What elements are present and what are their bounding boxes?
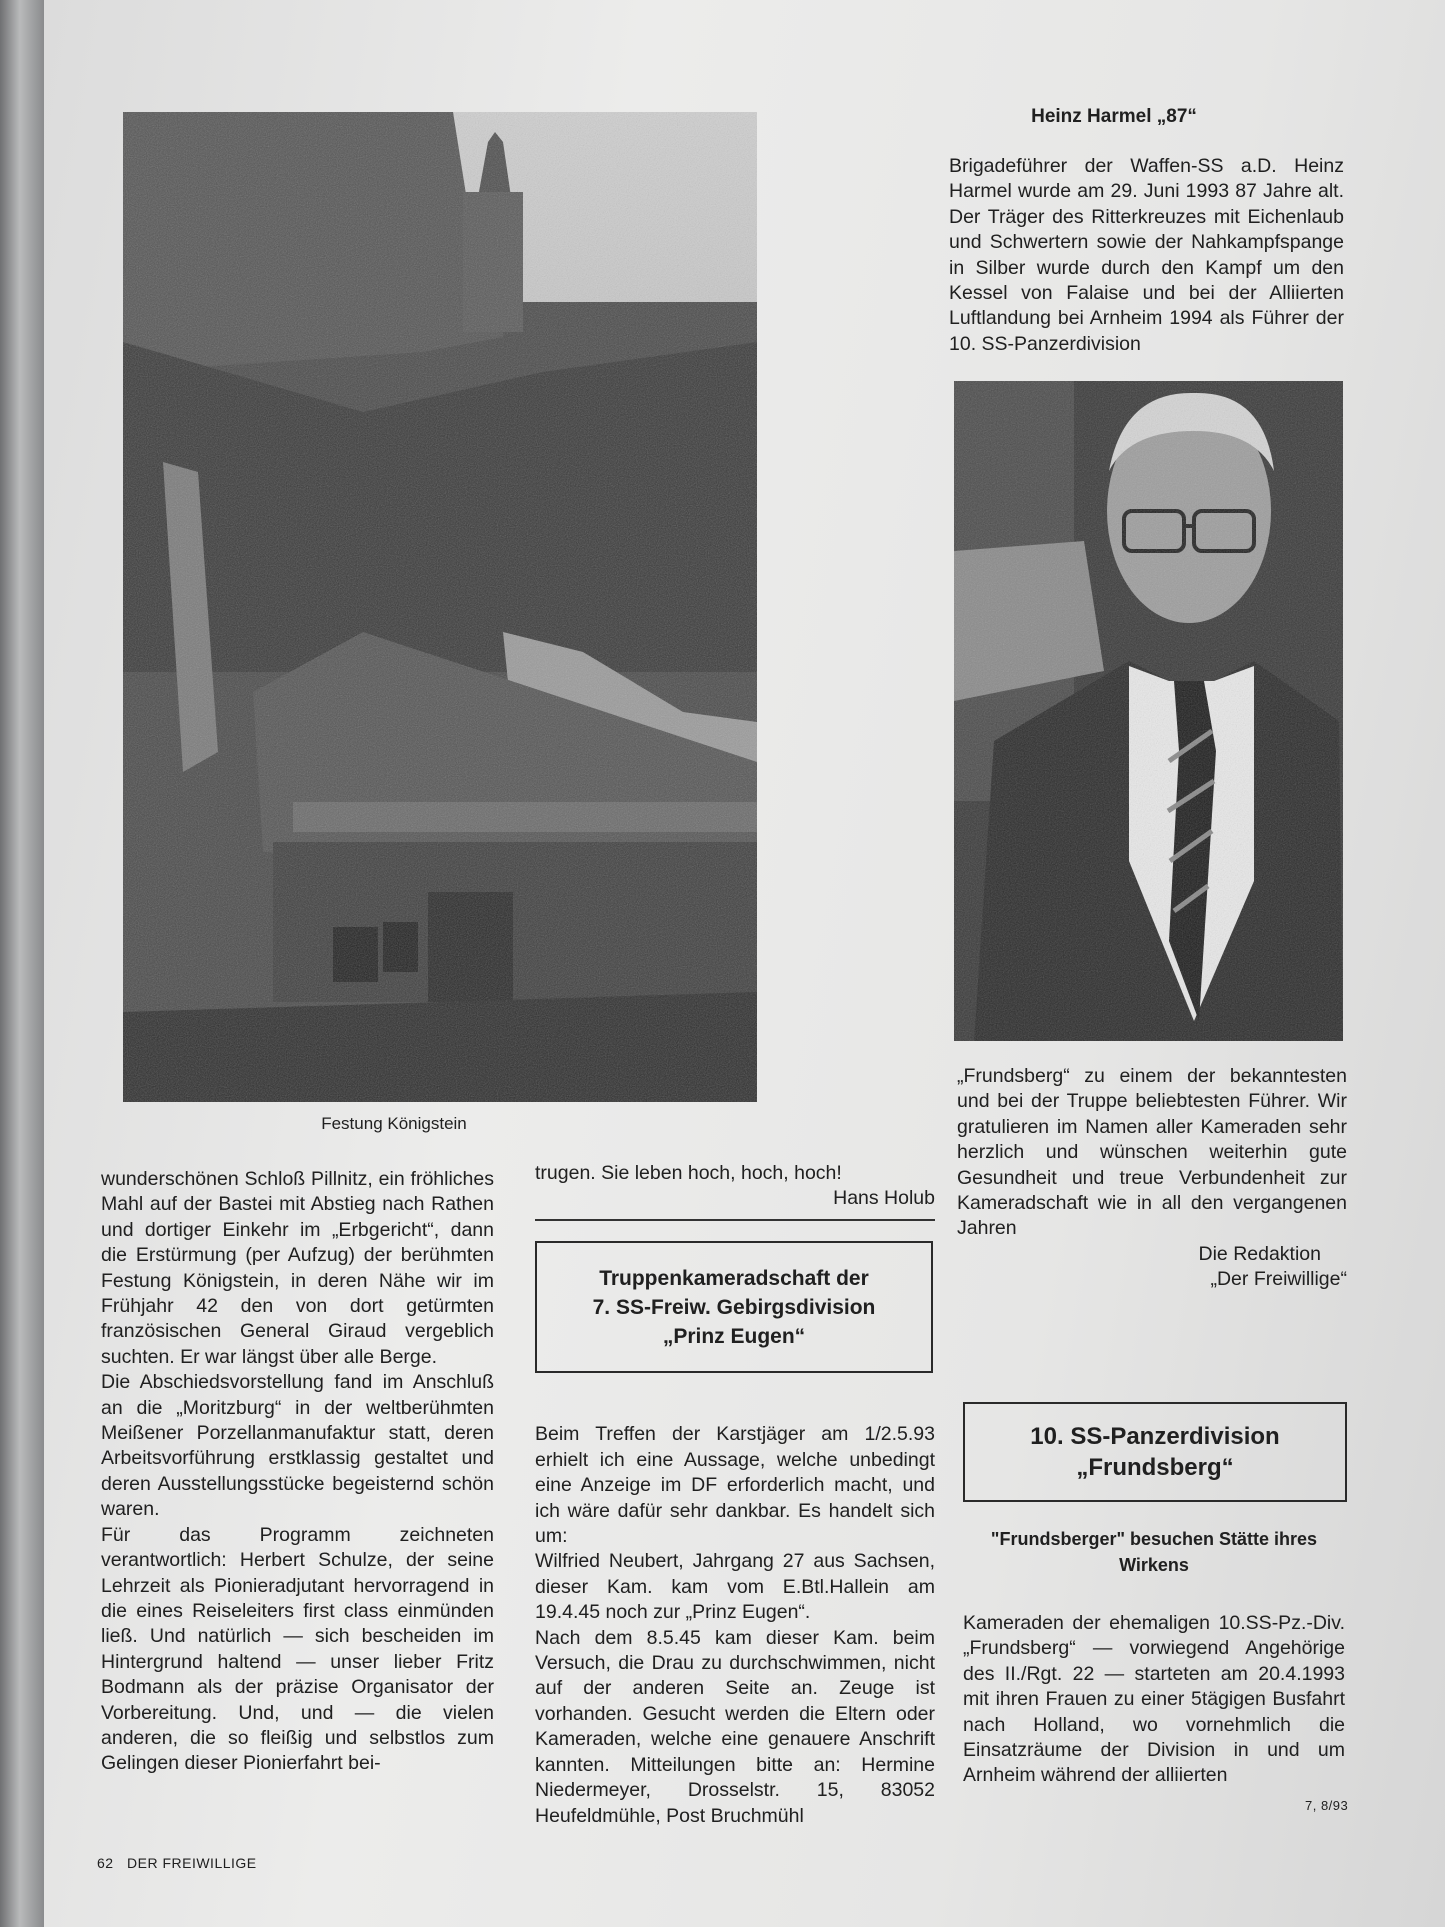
column-right-intro [949,154,1344,357]
magazine-page [44,0,1445,1927]
castle-photo-image [123,112,757,1102]
footer-page-number: 62 [97,1855,114,1871]
binder-edge [0,0,44,1927]
footer-magazine-name: DER FREIWILLIGE [127,1855,257,1871]
harmel-title: Heinz Harmel „87“ [1031,106,1197,127]
left-paragraph-1: wunderschönen Schloß Pillnitz, ein fröhliches Mahl auf der Bastei mit Abstieg nach Rathen und dortiger Einkehr im „Erbgericht“, dann die Erstürmung (per Aufzug) der berühmten Festung Königstein, in deren Nähe wir im Frühjahr 42 den von dort getürmten französischen General Giraud vergeblich suchten. Er war längst über alle Berge. [101,1168,494,1368]
harmel-intro: Brigadeführer der Waffen-SS a.D. Heinz Harmel wurde am 29. Juni 1993 87 Jahre alt. Der Träger des Ritterkreuzes mit Eichenlaub und Schwertern sowie der Nahkampfspange in Silber wurde durch den Kampf um den Kessel von Falaise und bei der Alliierten Luftlandung bei Arnheim 1994 als Führer der 10. SS-Panzerdivision [949,155,1344,355]
harmel-portrait [954,381,1343,1041]
column-middle-body [535,1397,935,1854]
column-left [101,1167,494,1777]
column-right-body [963,1611,1345,1789]
frundsberg-body: Kameraden der ehemaligen 10.SS-Pz.-Div. „Frundsberg“ — vorwiegend Angehörige des II./Rgt. 22 — starteten am 20.4.1993 mit ihren Frauen zu einer 5tägigen Busfahrt nach Holland, wo vornehmlich die Einsatzräume der Division in und um Arnheim während der alliierten [963,1612,1345,1787]
frundsberg-subheading: "Frundsberger" besuchen Stätte ihres Wirkens [990,1529,1318,1575]
redaktion-signature-2: „Der Freiwillige“ [1210,1268,1347,1291]
castle-photo-caption: Festung Königstein [321,1114,467,1133]
frundsberg-heading-box: 10. SS-Panzerdivision „Frundsberg“ [963,1402,1347,1502]
footer-issue: 7, 8/93 [1305,1798,1349,1813]
middle-divider [535,1219,935,1221]
harmel-portrait-image [954,381,1343,1041]
middle-author: Hans Holub [833,1187,935,1210]
left-paragraph-2: Die Abschiedsvorstellung fand im Anschluß an die „Moritzburg“ in der weltberühmten Meißener Porzellanmanufaktur statt, deren Arbeitsvorführung erstklassig gestaltet und deren Ausstellungsstücke begeisternd schön waren. [101,1371,494,1521]
middle-intro: trugen. Sie leben hoch, hoch, hoch! [535,1162,842,1184]
left-paragraph-3: Für das Programm zeichneten verantwortlich: Herbert Schulze, der seine Lehrzeit als Pionieradjutant hervorragend in die eines Reiseleiters first class einmünden ließ. Und natürlich — sich bescheiden im Hintergrund haltend — unser lieber Fritz Bodmann als der präzise Organisator der Vorbereitung. Und, und — die vielen anderen, die so fleißig und selbstlos zum Gelingen dieser Pionierfahrt bei- [101,1523,494,1775]
column-right-continued [957,1064,1347,1293]
redaktion-signature-1: Die Redaktion [1198,1242,1321,1265]
castle-photo [123,112,757,1102]
middle-body: Beim Treffen der Karstjäger am 1/2.5.93 erhielt ich eine Aussage, welche unbedingt eine Anzeige im DF erforderlich macht, und ich wäre dafür sehr dankbar. Es handelt sich um: Wilfried Neubert, Jahrgang 27 aus Sachsen, dieser Kam. kam vom E.Btl.Hallein am 19.4.45 noch zur „Prinz Eugen“. Nach dem 8.5.45 kam dieser Kam. beim Versuch, die Drau zu durchschwimmen, nicht auf der anderen Seite an. Zeuge ist vorhanden. Gesucht werden die Eltern oder Kameraden, welche eine genauere Anschrift kannten. Mitteilungen bitte an: Hermine Niedermeyer, Drosselstr. 15, 83052 Heufeldmühle, Post Bruchmühl [535,1423,935,1827]
prinz-eugen-heading-box: Truppenkameradschaft der 7. SS-Freiw. Gebirgsdivision „Prinz Eugen“ [535,1241,933,1373]
column-middle-top [535,1161,935,1212]
harmel-continued: „Frundsberg“ zu einem der bekanntesten und bei der Truppe beliebtesten Führer. Wir gratulieren im Namen aller Kameraden sehr herzlich und wünschen weiterhin gute Gesundheit und treue Verbundenheit zur Kameradschaft wie in all den vergangenen Jahren [957,1065,1347,1240]
